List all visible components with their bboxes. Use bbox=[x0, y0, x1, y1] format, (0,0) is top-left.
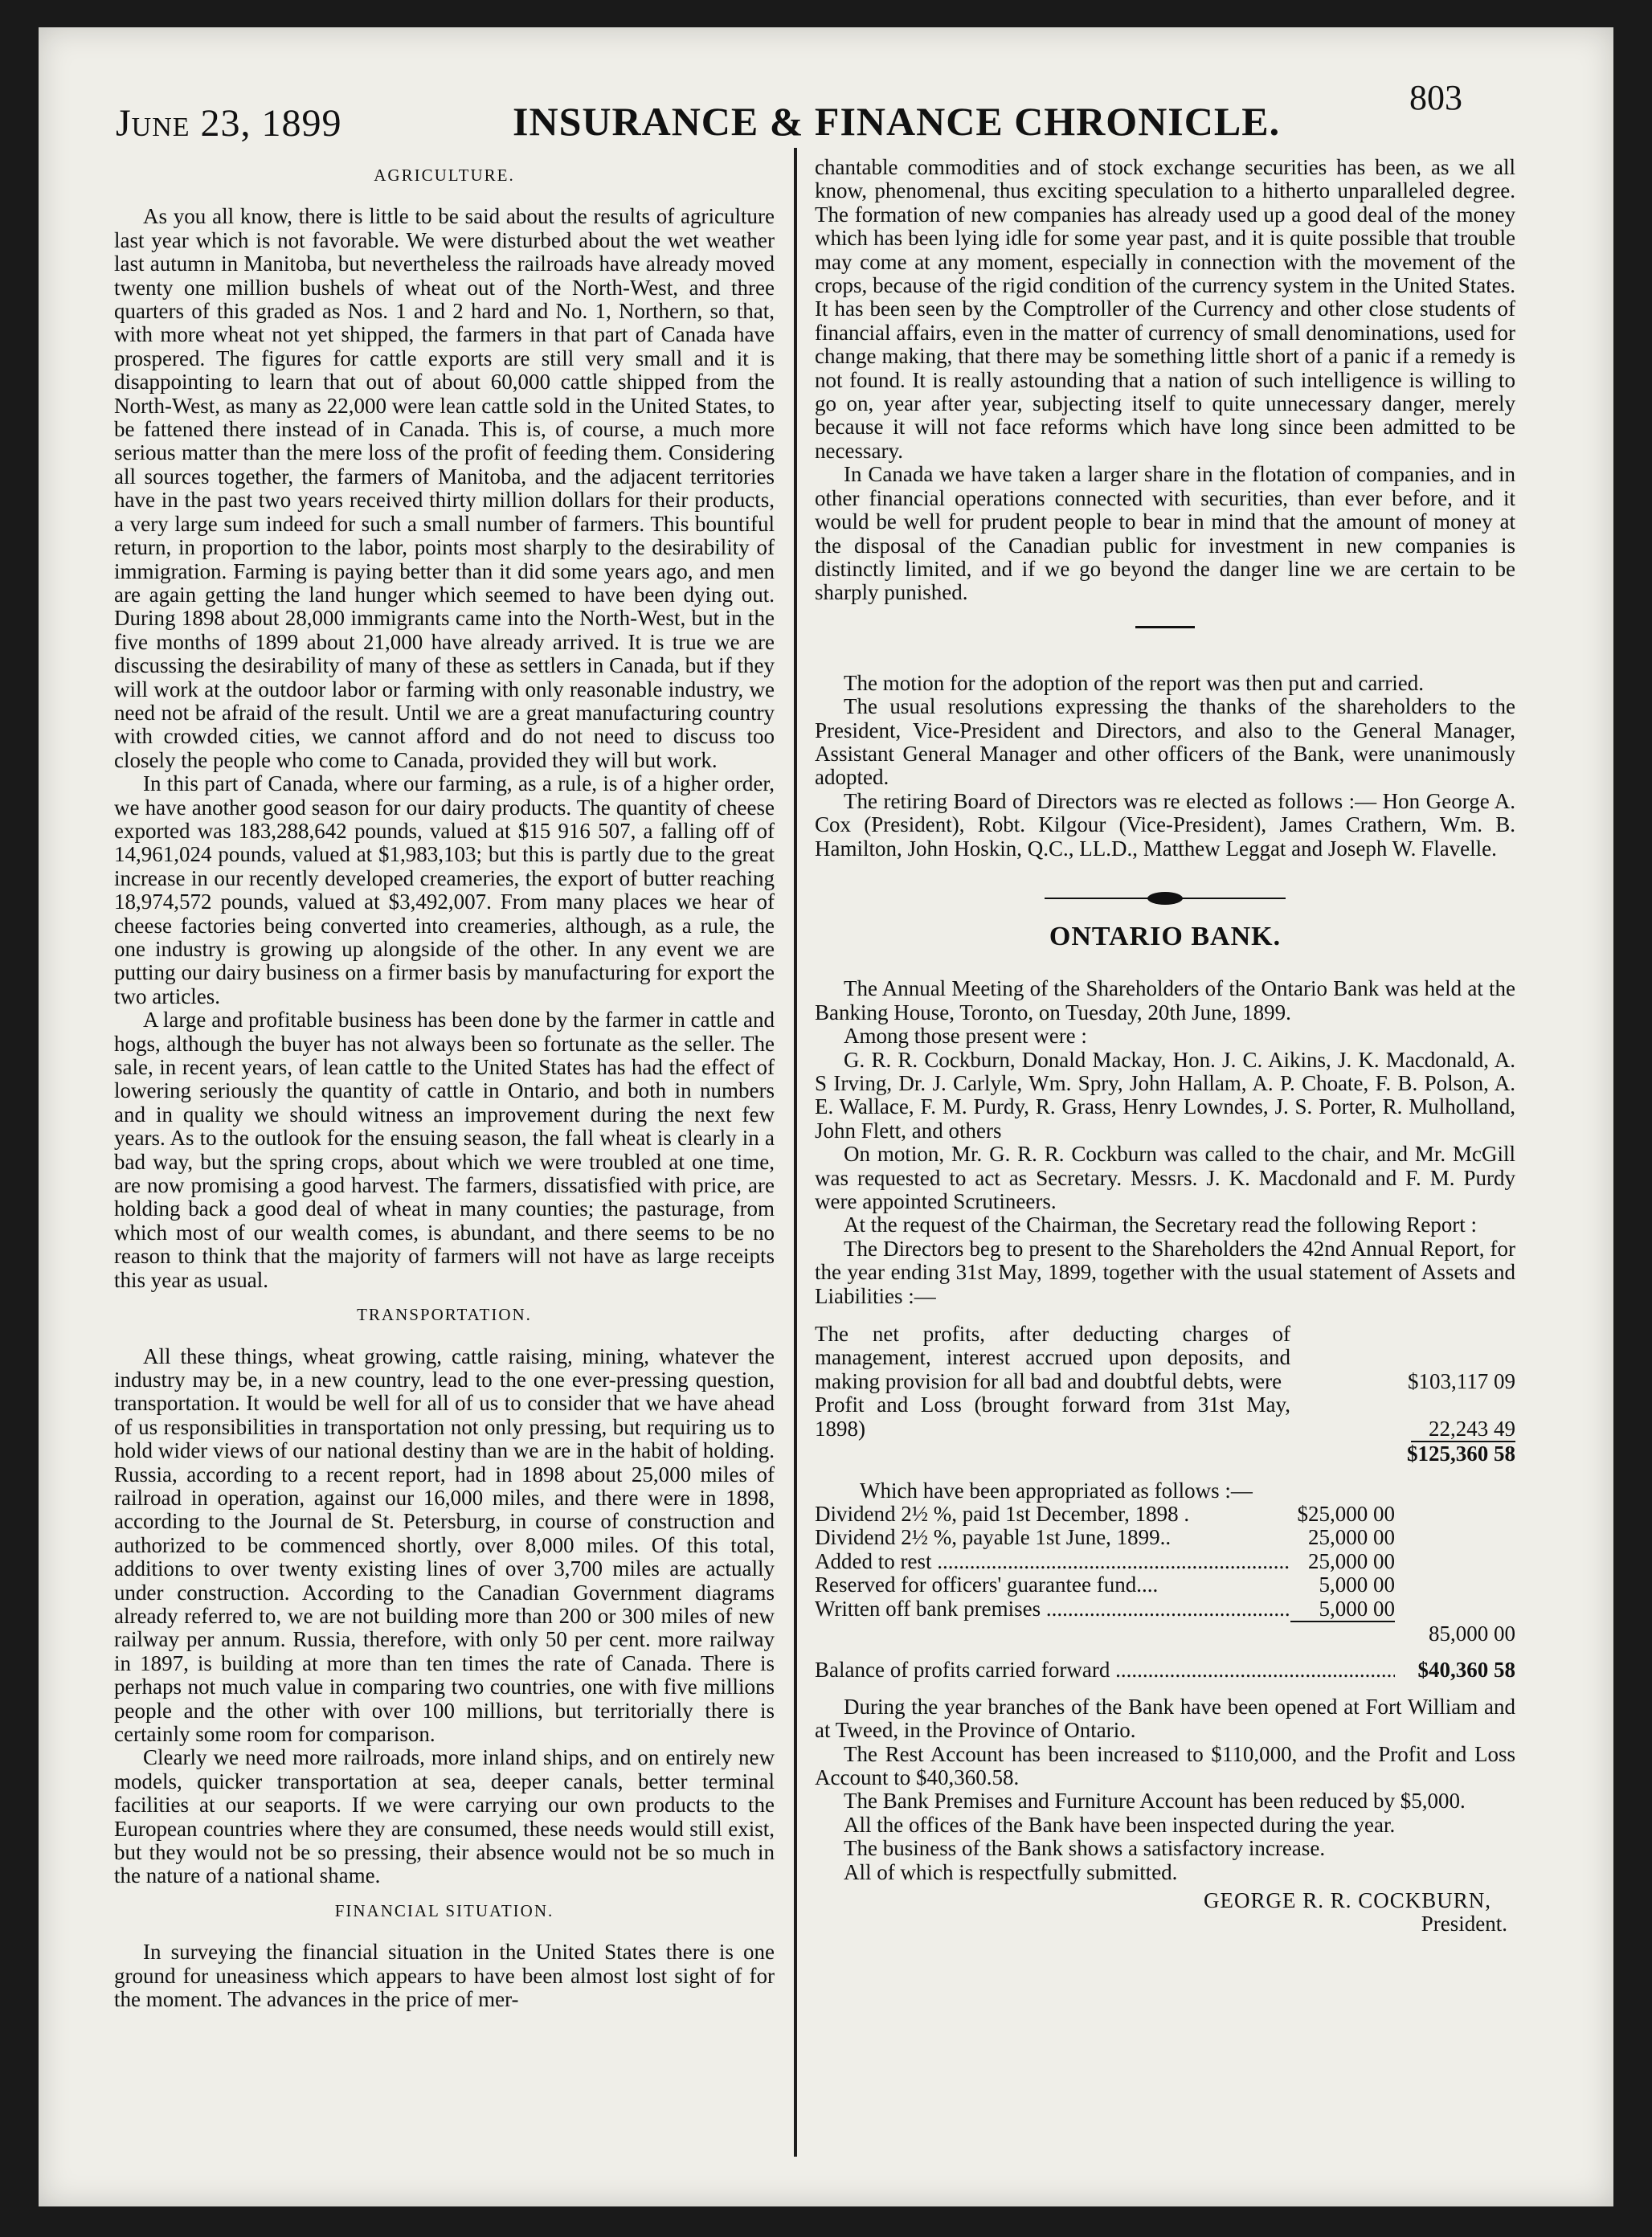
appropriation-amount: 5,000 00 bbox=[1319, 1572, 1395, 1597]
paragraph: Clearly we need more railroads, more inland ships, and on entirely new models, quicker transportation at sea, deeper canals, better terminal facilities at our seaports. If we were carrying our own products to the European countries where they are consumed, these needs would still exist, but they would not be so pressing, their absence would not be so much in the nature of a national shame. bbox=[114, 1745, 775, 1888]
appropriation-row bbox=[815, 1550, 1515, 1573]
paragraph: All these things, wheat growing, cattle raising, mining, whatever the industry may be, in a new country, lead to the one ever-pressing question, transportation. It would be well for all of us to consider that we have ahead of us responsibilities in transportation not only pressing, but requiring us to hold wider views of our national destiny than we are in the habit of holding. Russia, according to a recent report, had in 1898 about 25,000 miles of railroad in operation, against our 16,000 miles, and there were in 1898, according to the Journal de St. Petersburg, in course of construction and authorized to be commenced shortly, over 8,000 miles. Of this total, additions to over twenty existing lines of over 3,700 miles are actually under construction. According to the Canadian Government diagrams already referred to, we are not building more than 200 or 300 miles of new railway per annum. Russia, therefore, with only 50 per cent. more railway in 1897, is building at more than ten times the rate of Canada. There is perhaps not much value in comparing two countries, one with five millions people and the other with over 100 millions, but territorially there is certainly some room for comparison. bbox=[114, 1343, 775, 1746]
paragraph: The Annual Meeting of the Shareholders of the Ontario Bank was held at the Banking House, Toronto, on Tuesday, 20th June, 1899. bbox=[815, 976, 1515, 1024]
issue-date: June 23, 1899 bbox=[116, 102, 342, 145]
paragraph: The business of the Bank shows a satisfactory increase. bbox=[844, 1836, 1326, 1861]
signature-title: President. bbox=[1421, 1912, 1507, 1936]
paragraph: chantable commodities and of stock exchange securities has been, as we all know, phenomenal, thus exciting speculation to a hitherto unparalleled degree. The formation of new companies has already used up a good deal of the money which has been lying idle for some year past, and it is quite possible that trouble may come at any moment, especially in connection with the movement of the crops, because of the rigid condition of the currency system in the United States. It has been seen by the Comptroller of the Currency and other close students of financial affairs, even in the matter of currency of small denominations, used for change making, that there may be something little short of a panic if a remedy is not found. It is really astounding that a nation of such intelligence is willing to go on, year after year, subjecting itself to quite unnecessary danger, merely because it will not face reforms which have long since been admitted to be necessary. bbox=[815, 155, 1515, 463]
statement-amount: 22,243 49 bbox=[1429, 1416, 1515, 1441]
appropriation-row bbox=[815, 1573, 1515, 1597]
paragraph: During the year branches of the Bank have been opened at Fort William and at Tweed, in the Province of Ontario. bbox=[815, 1694, 1515, 1743]
section-heading-transportation: TRANSPORTATION. bbox=[357, 1305, 532, 1325]
section-heading-financial: FINANCIAL SITUATION. bbox=[334, 1900, 554, 1920]
signature-name: GEORGE R. R. COCKBURN, bbox=[1203, 1888, 1491, 1912]
statement-row bbox=[815, 1323, 1515, 1393]
statement-total: $125,360 58 bbox=[1407, 1442, 1515, 1466]
newspaper-page bbox=[39, 27, 1613, 2206]
publication-title: INSURANCE & FINANCE CHRONICLE. bbox=[513, 99, 1281, 144]
appropriation-label: Dividend 2½ %, paid 1st December, 1898 . bbox=[815, 1502, 1190, 1526]
statement-label: Which have been appropriated as follows :— bbox=[860, 1478, 1253, 1503]
paragraph: The Bank Premises and Furniture Account has been reduced by $5,000. bbox=[844, 1789, 1466, 1814]
appropriation-amount: 5,000 00 bbox=[1319, 1596, 1395, 1621]
paragraph: A large and profitable business has been done by the farmer in cattle and hogs, although the buyer has not always been so fortunate as the seller. The sale, in recent years, of lean cattle to the United States has had the effect of lowering seriously the quantity of cattle in Ontario, and both in numbers and in quality we should witness an improvement during the next few years. As to the outlook for the ensuing season, the fall wheat is clearly in a bad way, but the spring crops, about which we were troubled at one time, are now promising a good harvest. The farmers, dissatisfied with price, are holding back a good deal of wheat in many counties; the pasturage, from which most of our wealth comes, is abundant, and there seems to be no reason to think that the majority of farmers will not have as large receipts this year as usual. bbox=[114, 1008, 775, 1292]
paragraph: Among those present were : bbox=[844, 1024, 1087, 1049]
appropriation-amount: $25,000 00 bbox=[1297, 1501, 1395, 1526]
appropriation-row bbox=[815, 1503, 1515, 1526]
balance-label: Balance of profits carried forward ..... bbox=[815, 1658, 1395, 1682]
financial-statement bbox=[815, 1323, 1515, 1683]
paragraph: All of which is respectfully submitted. bbox=[844, 1859, 1178, 1884]
statement-label: The net profits, after deducting charges of management, interest accrued upon deposits, and making provision for all bad and doubtful debts, were bbox=[815, 1323, 1290, 1393]
paragraph: In surveying the financial situation in the United States there is one ground for uneasiness which appears to have been almost lost sight of for the moment. The advances in the price of mer- bbox=[114, 1940, 775, 2012]
paragraph: At the request of the Chairman, the Secretary read the following Report : bbox=[844, 1213, 1477, 1237]
paragraph: The retiring Board of Directors was re elected as follows :— Hon George A. Cox (President), Robt. Kilgour (Vice-President), James Crathern, Wm. B. Hamilton, John Hoskin, Q.C., LL.D., Matthew Leggat and Joseph W. Flavelle. bbox=[815, 788, 1515, 861]
appropriation-label: Added to rest ..... bbox=[815, 1550, 1290, 1573]
paragraph: As you all know, there is little to be said about the results of agriculture last year which is not favorable. We were disturbed about the wet weather last autumn in Manitoba, but nevertheless the railroads have already moved twenty one million bushels of wheat out of the North-West, and three quarters of this graded as Nos. 1 and 2 hard and No. 1, Northern, so that, with more wheat not yet shipped, the farmers in that part of Canada have prospered. The figures for cattle exports are still very small and it is disappointing to learn that out of about 60,000 cattle shipped from the North-West, as many as 22,000 were lean cattle sold in the United States, to be fattened there instead of in Canada. This is, of course, a much more serious matter than the mere loss of the profit of feeding them. Considering all sources together, the farmers of Manitoba, and the adjacent territories have in the past two years received thirty million dollars for their products, a very large sum indeed for such a small number of farmers. This bountiful return, in proportion to the labor, points most sharply to the desirability of immigration. Farming is paying better than it did some years ago, and men are again getting the land hunger which seemed to have been dying out. During 1898 about 28,000 immigrants came into the North-West, but in the five months of 1899 about 21,000 have already arrived. It is true we are discussing the desirability of many of these as settlers in Canada, but if they will work at the outdoor labor or farming with only reasonable industry, we need not be afraid of the result. Until we are a great manufacturing country with crowded cities, we cannot afford and do not need to discuss too closely the people who come to Canada, provided they will but work. bbox=[114, 204, 775, 772]
section-divider bbox=[1135, 626, 1195, 628]
statement-amount: $103,117 09 bbox=[1408, 1368, 1515, 1393]
balance-amount: $40,360 58 bbox=[1417, 1658, 1515, 1683]
appropriation-amount: 25,000 00 bbox=[1308, 1548, 1395, 1573]
statement-row bbox=[815, 1658, 1515, 1682]
ornamental-divider bbox=[1045, 889, 1286, 907]
attendee-list: G. R. R. Cockburn, Donald Mackay, Hon. J. C. Aikins, J. K. Macdonald, A. S Irving, Dr. J. Carlyle, Wm. Spry, John Hallam, A. P. Choate, F. B. Polson, A. E. Wallace, F. M. Purdy, R. Grass, Henry Lowndes, J. S. Porter, R. Mulholland, John Flett, and others bbox=[815, 1047, 1515, 1143]
paragraph: All the offices of the Bank have been inspected during the year. bbox=[844, 1812, 1396, 1837]
page-header bbox=[116, 67, 1482, 148]
statement-row bbox=[815, 1479, 1515, 1503]
paragraph: On motion, Mr. G. R. R. Cockburn was called to the chair, and Mr. McGill was requested to act as Secretary. Messrs. J. K. Macdonald and F. M. Purdy were appointed Scrutineers. bbox=[815, 1142, 1515, 1214]
paragraph: The Rest Account has been increased to $110,000, and the Profit and Loss Account to $40,360.58. bbox=[815, 1741, 1515, 1789]
paragraph: The motion for the adoption of the report was then put and carried. bbox=[844, 670, 1425, 695]
right-column bbox=[815, 156, 1515, 1936]
left-column bbox=[114, 156, 775, 2011]
column-divider bbox=[794, 148, 797, 2157]
statement-row bbox=[815, 1442, 1515, 1466]
statement-row bbox=[815, 1393, 1515, 1441]
paragraph: The Directors beg to present to the Shareholders the 42nd Annual Report, for the year ending 31st May, 1899, together with the usual statement of Assets and Liabilities :— bbox=[815, 1236, 1515, 1308]
appropriated-total: 85,000 00 bbox=[1429, 1621, 1515, 1646]
statement-label: Profit and Loss (brought forward from 31st May, 1898) bbox=[815, 1393, 1290, 1441]
statement-row bbox=[815, 1622, 1515, 1646]
appropriation-label: Reserved for officers' guarantee fund.... bbox=[815, 1573, 1159, 1597]
paragraph: The usual resolutions expressing the thanks of the shareholders to the President, Vice-President and Directors, and also to the General Manager, Assistant General Manager and other officers of the Bank, were unanimously adopted. bbox=[815, 694, 1515, 790]
section-heading-agriculture: AGRICULTURE. bbox=[374, 166, 515, 185]
appropriation-row bbox=[815, 1597, 1515, 1621]
appropriation-amount: 25,000 00 bbox=[1308, 1525, 1395, 1550]
appropriation-label: Dividend 2½ %, payable 1st June, 1899.. bbox=[815, 1526, 1172, 1550]
paragraph: In this part of Canada, where our farming, as a rule, is of a higher order, we have another good season for our dairy products. The quantity of cheese exported was 183,288,642 pounds, valued at $15 916 507, a falling off of 14,961,024 pounds, valued at $1,983,103; but this is partly due to the great increase in our recently developed creameries, the export of butter reaching 18,974,572 pounds, valued at $3,492,007. From many places we hear of cheese factories being converted into creameries, although, as a rule, the one industry is growing up alongside of the other. In any event we are putting our dairy business on a firmer basis by manufacturing for export the two articles. bbox=[114, 771, 775, 1008]
paragraph: In Canada we have taken a larger share in the flotation of companies, and in other financial operations connected with securities, than ever before, and it would be well for prudent people to bear in mind that the amount of money at the disposal of the Canadian public for investment in new companies is distinctly limited, and if we go beyond the danger line we are certain to be sharply punished. bbox=[815, 462, 1515, 605]
appropriation-row bbox=[815, 1526, 1515, 1549]
appropriation-label: Written off bank premises ..... bbox=[815, 1597, 1290, 1621]
page-number: 803 bbox=[1409, 78, 1462, 117]
article-title: ONTARIO BANK. bbox=[1049, 921, 1282, 951]
ornament-dot bbox=[1147, 892, 1183, 905]
